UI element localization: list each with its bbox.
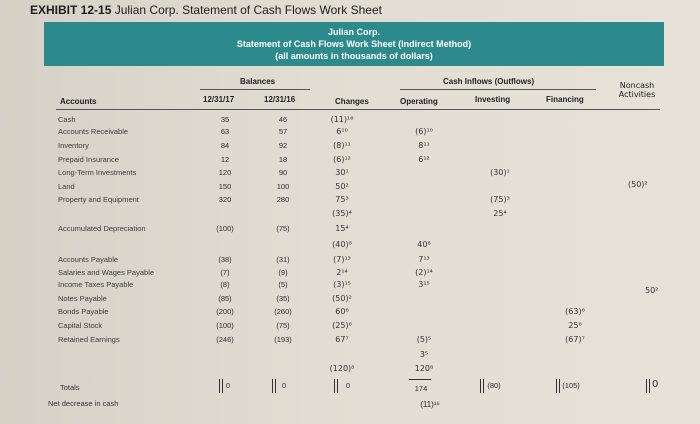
balances-header: Balances	[240, 77, 276, 86]
financing-cell: 25⁶	[568, 321, 582, 330]
change-cell: 67⁷	[335, 335, 349, 344]
year-2016-header: 12/31/16	[264, 95, 296, 104]
balances-rule	[200, 89, 310, 90]
operating-cell: (5)⁵	[416, 335, 432, 344]
balance-2017: (100)	[216, 321, 234, 330]
financing-cell: (63)⁶	[565, 307, 585, 316]
operating-cell: 6¹²	[418, 155, 430, 164]
account-label: Accounts Payable	[58, 255, 119, 264]
balance-2017: 12	[220, 155, 230, 164]
balance-2016: (5)	[278, 280, 288, 289]
balance-2017: 63	[220, 127, 230, 136]
account-label: Income Taxes Payable	[58, 280, 134, 289]
change-cell: (120)⁸	[329, 364, 355, 373]
balance-2017: (38)	[218, 255, 232, 264]
cash-flows-header: Cash Inflows (Outflows)	[443, 77, 535, 86]
investing-cell: (75)³	[490, 195, 510, 204]
balance-2016: (260)	[274, 307, 292, 316]
balance-2016: 57	[278, 127, 288, 136]
balance-2017: (85)	[218, 294, 232, 303]
account-label: Inventory	[58, 141, 89, 150]
operating-cell: 120⁸	[414, 364, 434, 373]
changes-header: Changes	[335, 97, 369, 106]
change-cell: 30¹	[335, 168, 349, 177]
account-label: Notes Payable	[58, 294, 107, 303]
account-label: Accounts Receivable	[58, 127, 129, 136]
change-cell: 60⁶	[335, 307, 349, 316]
balance-2017: (8)	[220, 280, 230, 289]
total-2017: 0	[225, 381, 231, 390]
operating-cell: 7¹³	[418, 255, 430, 264]
operating-cell: 3⁵	[419, 350, 429, 359]
account-label: Salaries and Wages Payable	[58, 268, 155, 277]
change-cell: 50²	[335, 182, 349, 191]
total-changes: 0	[345, 381, 351, 390]
exhibit-title: Julian Corp. Statement of Cash Flows Work Sheet	[114, 3, 382, 17]
total-operating: 174	[414, 384, 428, 393]
operating-cell: 3¹⁵	[418, 280, 430, 289]
balance-2016: 280	[276, 195, 290, 204]
total-2016: 0	[281, 381, 287, 390]
balance-2017: (100)	[216, 224, 234, 233]
balance-2016: (75)	[276, 224, 290, 233]
change-cell: 75³	[335, 195, 349, 204]
units-note: (all amounts in thousands of dollars)	[275, 51, 433, 61]
change-cell: 6¹⁰	[336, 127, 348, 136]
balance-2016: (9)	[278, 268, 288, 277]
account-label: Capital Stock	[58, 321, 103, 330]
balance-2017: 35	[220, 115, 230, 124]
balance-2016: 18	[278, 155, 288, 164]
year-2017-header: 12/31/17	[203, 95, 235, 104]
account-label: Retained Earnings	[58, 335, 120, 344]
cash-flows-rule	[400, 89, 596, 90]
balance-2016: (75)	[276, 321, 290, 330]
balance-2017: 84	[220, 141, 230, 150]
change-cell: (25)⁶	[332, 321, 352, 330]
header-rule	[56, 109, 660, 110]
balance-2017: (200)	[216, 307, 234, 316]
account-label: Long-Term Investments	[58, 168, 137, 177]
account-label: Cash	[58, 115, 76, 124]
change-cell: (40)⁸	[332, 240, 352, 249]
account-label: Bonds Payable	[58, 307, 109, 316]
worksheet-title: Statement of Cash Flows Work Sheet (Indirect Method)	[236, 39, 472, 49]
balance-2016: (31)	[276, 255, 290, 264]
total-financing: (105)	[562, 381, 580, 390]
balance-2017: 150	[218, 182, 232, 191]
change-cell: (6)¹²	[333, 155, 351, 164]
balance-2016: 46	[278, 115, 288, 124]
balance-2017: (7)	[220, 268, 230, 277]
account-label: Property and Equipment	[58, 195, 139, 204]
operating-cell: (2)¹⁴	[415, 268, 433, 277]
exhibit-label: EXHIBIT 12-15	[30, 3, 112, 17]
exhibit-heading	[30, 3, 382, 17]
total-noncash: 0	[652, 379, 659, 390]
account-label: Accumulated Depreciation	[58, 224, 146, 233]
net-decrease-label: Net decrease in cash	[48, 399, 119, 408]
change-cell: (35)⁴	[332, 209, 352, 218]
balance-2016: (35)	[276, 294, 290, 303]
balance-2017: (246)	[216, 335, 234, 344]
total-bar-noncash	[646, 379, 650, 393]
total-investing: (80)	[487, 381, 501, 390]
operating-header: Operating	[400, 97, 438, 106]
noncash-cell: 50²	[645, 286, 659, 295]
investing-header: Investing	[475, 95, 511, 104]
balance-2016: 90	[278, 168, 288, 177]
change-cell: (7)¹³	[333, 255, 351, 264]
company-name: Julian Corp.	[327, 27, 380, 37]
operating-cell: (6)¹⁰	[415, 127, 433, 136]
account-label: Land	[58, 182, 75, 191]
operating-cell: 8¹¹	[418, 141, 430, 150]
operating-cell: 40⁸	[417, 240, 431, 249]
balance-2017: 120	[218, 168, 232, 177]
balance-2016: (193)	[274, 335, 292, 344]
balance-2016: 100	[276, 182, 290, 191]
balance-2017: 320	[218, 195, 232, 204]
change-cell: 15⁴	[335, 224, 349, 233]
account-label: Prepaid Insurance	[58, 155, 119, 164]
balance-2016: 92	[278, 141, 288, 150]
investing-cell: 25⁴	[493, 209, 507, 218]
financing-header: Financing	[546, 95, 584, 104]
change-cell: (8)¹¹	[333, 141, 351, 150]
operating-total-rule	[409, 379, 431, 380]
noncash-header: Noncash Activities	[618, 81, 656, 99]
investing-cell: (30)¹	[490, 168, 510, 177]
totals-label: Totals	[60, 383, 80, 392]
change-cell: 2¹⁴	[336, 268, 348, 277]
accounts-header: Accounts	[60, 97, 97, 106]
change-cell: (50)²	[332, 294, 352, 303]
net-decrease-value: (11)¹⁶	[420, 400, 440, 409]
financing-cell: (67)⁷	[565, 335, 585, 344]
change-cell: (11)¹⁶	[330, 115, 354, 124]
noncash-cell: (50)²	[628, 180, 648, 189]
worksheet-banner	[44, 22, 664, 66]
change-cell: (3)¹⁵	[333, 280, 351, 289]
